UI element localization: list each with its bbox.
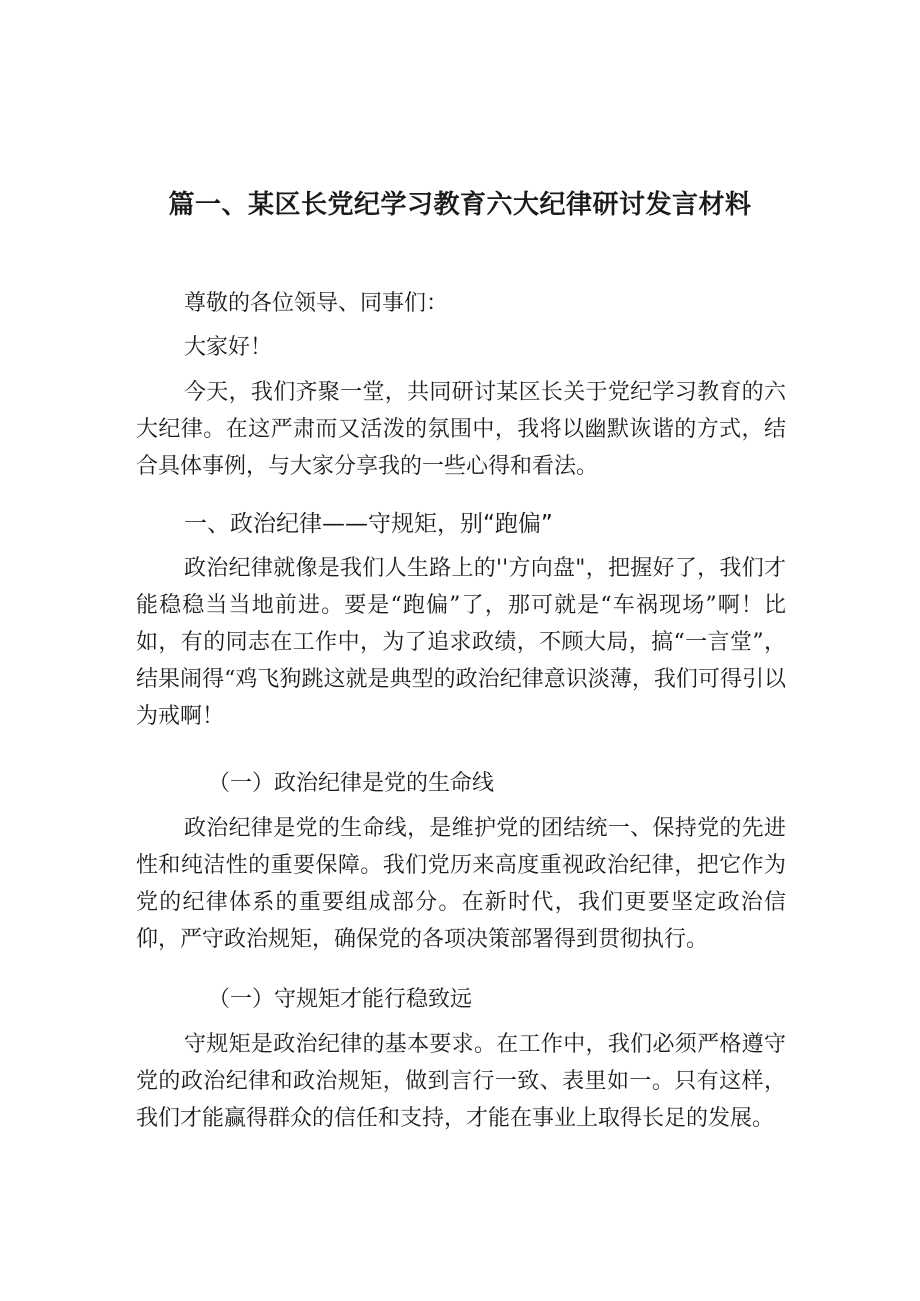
greeting: 大家好！ bbox=[184, 335, 273, 360]
sub1-paragraph: 政治纪律是党的生命线，是维护党的团结统一、保持党的先进性和纯洁性的重要保障。我们党历来高度重视政治纪律，把它作为党的纪律体系的重要组成部分。在新时代，我们更要坚定政治信仰，严守政治规矩，确保党的各项决策部署得到贯彻执行。 bbox=[136, 816, 786, 952]
sub1-heading: （一）政治纪律是党的生命线 bbox=[208, 771, 495, 796]
document-title: 篇一、某区长党纪学习教育六大纪律研讨发言材料 bbox=[168, 190, 752, 220]
intro-paragraph: 今天，我们齐聚一堂，共同研讨某区长关于党纪学习教育的六大纪律。在这严肃而又活泼的氛围中，我将以幽默诙谐的方式，结合具体事例，与大家分享我的一些心得和看法。 bbox=[136, 380, 786, 479]
section1-paragraph: 政治纪律就像是我们人生路上的''方向盘"，把握好了，我们才能稳稳当当地前进。要是“跑偏”了，那可就是“车祸现场”啊！比如，有的同志在工作中，为了追求政绩，不顾大局，搞“一言堂”，结果闹得“鸡飞狗跳这就是典型的政治纪律意识淡薄，我们可得引以为戒啊！ bbox=[136, 556, 786, 729]
sub2-heading-block bbox=[136, 982, 786, 1018]
sub1-heading-block bbox=[136, 766, 786, 802]
sub2-paragraph: 守规矩是政治纪律的基本要求。在工作中，我们必须严格遵守党的政治纪律和政治规矩，做到言行一致、表里如一。只有这样，我们才能赢得群众的信任和支持，才能在事业上取得长足的发展。 bbox=[136, 1032, 786, 1131]
section1-heading-block bbox=[136, 506, 786, 542]
section1-paragraph-block bbox=[136, 550, 786, 735]
section1-heading: 一、政治纪律——守规矩，别“跑偏” bbox=[184, 511, 553, 537]
sub1-paragraph-block bbox=[136, 810, 786, 958]
sub2-paragraph-block bbox=[136, 1026, 786, 1137]
greeting-block bbox=[136, 330, 786, 366]
salutation: 尊敬的各位领导、同事们： bbox=[184, 291, 449, 316]
salutation-block bbox=[136, 286, 786, 322]
intro-paragraph-block bbox=[136, 374, 786, 485]
sub2-heading: （一）守规矩才能行稳致远 bbox=[208, 987, 473, 1012]
